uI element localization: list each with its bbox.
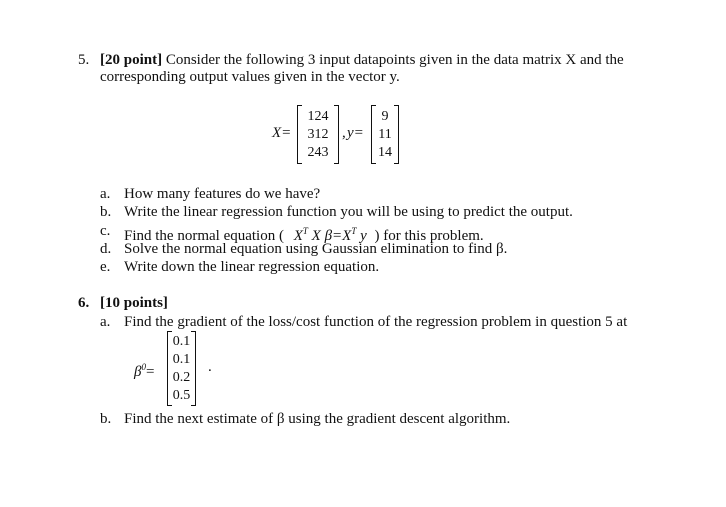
q6-number: 6. — [78, 295, 90, 311]
beta-row-1: 0.1 — [172, 334, 191, 349]
q5-item-e-text: Write down the linear regression equation. — [124, 259, 380, 275]
q6-points: [10 points] — [100, 295, 168, 311]
vector-y — [371, 106, 399, 163]
q5-item-c-after: ) for this problem. — [374, 228, 484, 244]
q6-item-b-letter: b. — [100, 411, 112, 427]
q6-item-b-text: Find the next estimate of β using the gradient descent algorithm. — [124, 411, 511, 427]
matrix-x-row-2: 312 — [307, 127, 329, 142]
q6-item-a-text: Find the gradient of the loss/cost function of the regression problem in question 5 at — [124, 314, 628, 330]
x-y-separator: , — [342, 125, 346, 141]
matrix-x — [297, 106, 339, 163]
beta-row-3: 0.2 — [172, 370, 191, 385]
beta-row-2: 0.1 — [172, 352, 191, 367]
vector-y-row-1: 9 — [381, 109, 389, 124]
q5-item-c-letter: c. — [100, 223, 111, 239]
q5-item-b-text: Write the linear regression function you will be using to predict the output. — [124, 204, 573, 220]
normal-equation: $X^T$ X $\beta=X^T$ y — [293, 226, 367, 244]
y-label: y= — [347, 125, 364, 141]
q5-item-c-before: Find the normal equation ( — [124, 228, 284, 244]
beta-period: . — [208, 359, 212, 375]
matrix-x-row-3: 243 — [307, 145, 329, 160]
beta-row-4: 0.5 — [172, 388, 191, 403]
q5-text-line2: corresponding output values given in the vector y. — [100, 69, 400, 85]
q5-text-line1: Consider the following 3 input datapoints given in the data matrix X and the — [162, 52, 624, 68]
vector-y-row-2: 11 — [378, 127, 392, 142]
q5-points: [20 point] — [100, 52, 163, 68]
q6-item-a-letter: a. — [100, 314, 111, 330]
q5-item-b-letter: b. — [100, 204, 112, 220]
beta-vector — [167, 332, 196, 405]
q5-item-a-letter: a. — [100, 186, 111, 202]
vector-y-row-3: 14 — [378, 145, 392, 160]
q5-item-d-letter: d. — [100, 241, 112, 257]
beta-label: $\beta^0=$ — [134, 362, 155, 380]
q5-number: 5. — [78, 52, 90, 68]
x-label: X= — [272, 125, 292, 141]
q5-line1 — [100, 51, 624, 69]
matrix-x-row-1: 124 — [307, 109, 329, 124]
q5-item-e-letter: e. — [100, 259, 111, 275]
q5-item-d-text: Solve the normal equation using Gaussian elimination to find β. — [124, 241, 508, 257]
q5-item-a-text: How many features do we have? — [124, 186, 321, 202]
